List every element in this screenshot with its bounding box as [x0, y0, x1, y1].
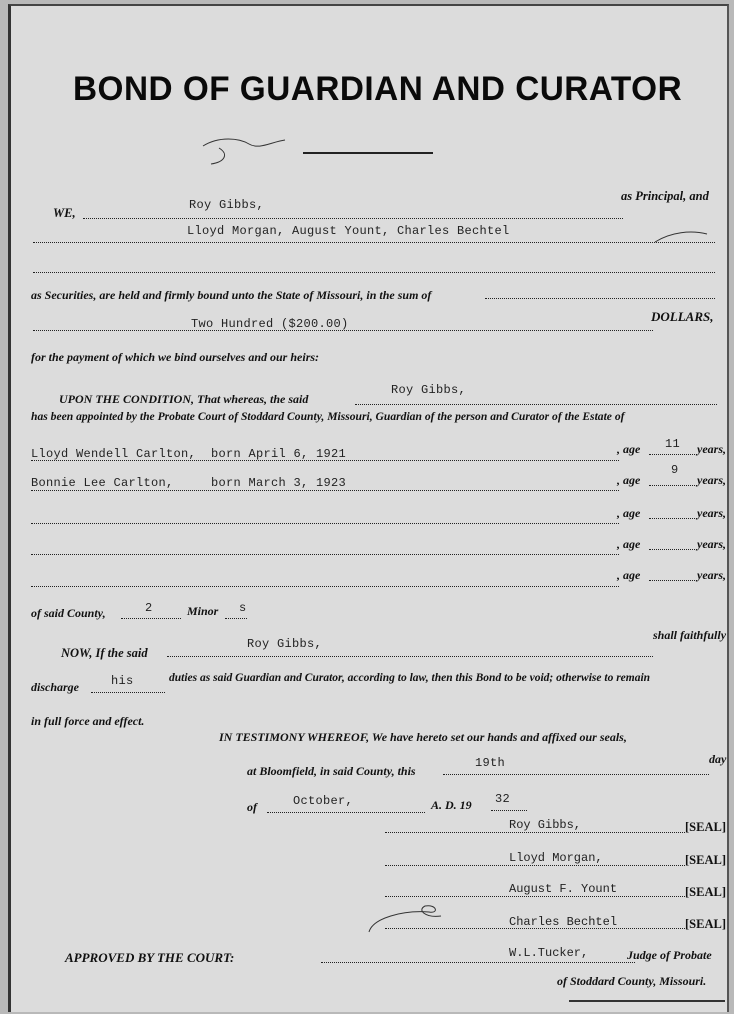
principal-name: Roy Gibbs, [189, 198, 265, 212]
signature-2: Lloyd Morgan, [509, 851, 603, 865]
discharge-pronoun: his [111, 674, 134, 688]
securities-text: as Securities, are held and firmly bound unto the State of Missouri, in the sum of [31, 288, 432, 302]
approved-label: APPROVED BY THE COURT: [65, 950, 235, 965]
county-count: 2 [145, 601, 153, 615]
signature-2-line [385, 865, 685, 866]
county-label: of said County, [31, 606, 106, 620]
minor-1-age-line [649, 454, 697, 455]
document-title: BOND OF GUARDIAN AND CURATOR [73, 70, 683, 108]
duties-text: duties as said Guardian and Curator, according to law, then this Bond to be void; otherwise to remain [169, 672, 651, 684]
bond-document [8, 4, 729, 1012]
minor-3-age-label: , age [617, 506, 641, 520]
minor-2-age-label: , age [617, 473, 641, 487]
year-line [491, 810, 527, 811]
minor-1-age-label: , age [617, 442, 641, 456]
signature-1-line [385, 832, 685, 833]
sum-line [33, 330, 653, 331]
judge-name: W.L.Tucker, [509, 946, 589, 960]
securities-names: Lloyd Morgan, August Yount, Charles Bechtel [187, 224, 510, 238]
securities-names-line [33, 242, 715, 243]
signature-1: Roy Gibbs, [509, 818, 582, 832]
minor-suffix: s [239, 601, 247, 615]
minor-3-line [31, 523, 619, 524]
minor-4-age-label: , age [617, 537, 641, 551]
signature-4: Charles Bechtel [509, 915, 618, 929]
now-name-line [167, 656, 653, 657]
day-label: day [709, 752, 727, 766]
sum-amount: Two Hundred ($200.00) [191, 317, 349, 331]
seal-3: [SEAL] [685, 885, 726, 899]
ink-scribble [199, 134, 289, 170]
judge-title: Judge of Probate [627, 948, 712, 962]
of-label: of [247, 800, 257, 814]
month-value: October, [293, 794, 354, 808]
minor-4-line [31, 554, 619, 555]
now-name: Roy Gibbs, [247, 637, 323, 651]
minor-3-age-line [649, 518, 697, 519]
day-value: 19th [475, 756, 506, 770]
ad-label: A. D. 19 [431, 798, 472, 812]
minor-5-age-label: , age [617, 568, 641, 582]
minor-suffix-line [225, 618, 247, 619]
blank-line [33, 272, 715, 273]
seal-4: [SEAL] [685, 917, 726, 931]
minor-2-age: 9 [671, 463, 679, 477]
condition-lead: UPON THE CONDITION, That whereas, the said [59, 392, 309, 406]
ink-mark [651, 228, 711, 248]
at-bloomfield: at Bloomfield, in said County, this [247, 764, 416, 778]
we-label: WE, [53, 206, 76, 220]
title-underline [303, 152, 433, 154]
month-line [267, 812, 425, 813]
minor-4-years: years, [697, 537, 726, 551]
minor-2-line [31, 490, 619, 491]
day-line [443, 774, 709, 775]
payment-text: for the payment of which we bind ourselves and our heirs: [31, 350, 320, 364]
signature-3: August F. Yount [509, 882, 618, 896]
minor-5-age-line [649, 580, 697, 581]
bottom-rule [569, 1000, 725, 1002]
minor-3-years: years, [697, 506, 726, 520]
now-lead: NOW, If the said [61, 646, 148, 660]
minor-1-name: Lloyd Wendell Carlton, born April 6, 1921 [31, 447, 347, 461]
minor-4-age-line [649, 549, 697, 550]
minor-1-line [31, 460, 619, 461]
minor-2-name: Bonnie Lee Carlton, born March 3, 1923 [31, 476, 347, 490]
signature-4-line [385, 928, 685, 929]
shall-faithfully: shall faithfully [653, 628, 727, 642]
county-count-line [121, 618, 181, 619]
appointed-text: has been appointed by the Probate Court of Stoddard County, Missouri, Guardian of the person and Curator of the Estate of [31, 410, 625, 423]
as-principal-label: as Principal, and [621, 189, 709, 203]
principal-line [83, 218, 623, 219]
dollars-label: DOLLARS, [651, 309, 714, 324]
minor-1-years: years, [697, 442, 726, 456]
signature-3-line [385, 896, 685, 897]
sum-line-top [485, 298, 715, 299]
judge-county: of Stoddard County, Missouri. [557, 974, 707, 988]
discharge-line [91, 692, 165, 693]
condition-name-line [355, 404, 717, 405]
judge-line [321, 962, 635, 963]
minor-5-line [31, 586, 619, 587]
seal-2: [SEAL] [685, 853, 726, 867]
full-force-text: in full force and effect. [31, 714, 145, 728]
condition-name: Roy Gibbs, [391, 383, 467, 397]
testimony-text: IN TESTIMONY WHEREOF, We have hereto set our hands and affixed our seals, [219, 730, 627, 744]
minor-2-age-line [649, 485, 697, 486]
minor-1-age: 11 [665, 437, 681, 451]
minor-5-years: years, [697, 568, 726, 582]
minor-label: Minor [187, 604, 219, 618]
minor-2-years: years, [697, 473, 726, 487]
seal-1: [SEAL] [685, 820, 726, 834]
ink-flourish [363, 898, 453, 938]
year-value: 32 [495, 792, 511, 806]
discharge-label: discharge [31, 680, 79, 694]
